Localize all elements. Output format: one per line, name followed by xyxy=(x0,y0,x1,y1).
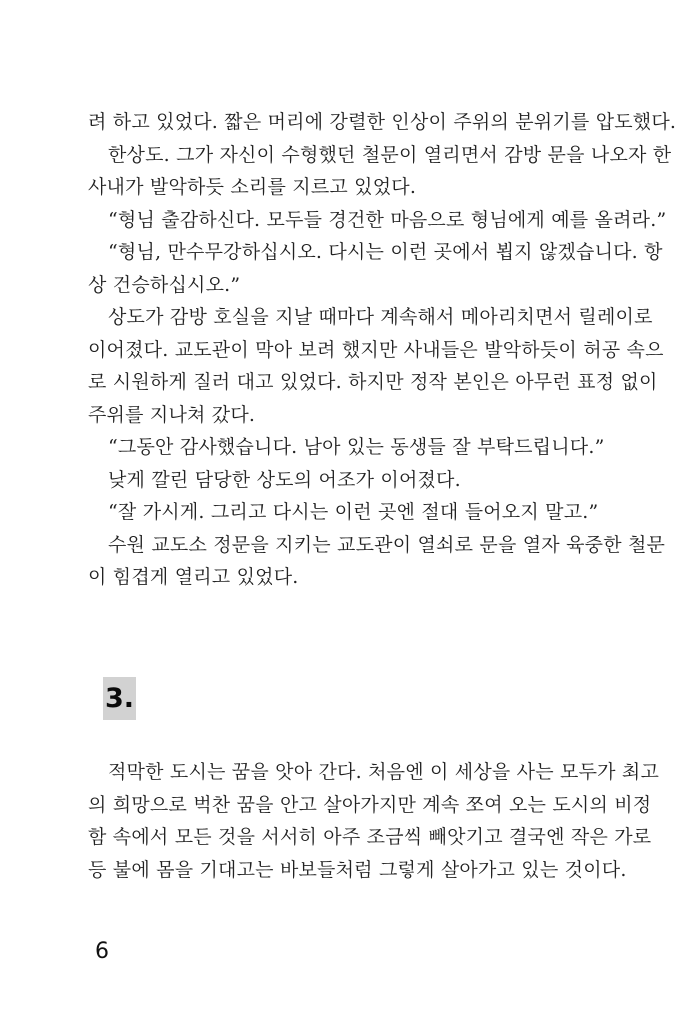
text-line: “형님 출감하신다. 모두들 경건한 마음으로 형님에게 예를 올려라.” xyxy=(108,208,667,231)
text-line: 낮게 깔린 담당한 상도의 어조가 이어졌다. xyxy=(108,468,461,491)
body-paragraph-bottom xyxy=(88,756,660,886)
text-line: 이어졌다. 교도관이 막아 보려 했지만 사내들은 발악하듯이 허공 속으 xyxy=(88,338,664,361)
text-line: 상 건승하십시오.” xyxy=(88,273,241,296)
text-line: 함 속에서 모든 것을 서서히 아주 조금씩 빼앗기고 결국엔 작은 가로 xyxy=(88,826,652,848)
text-line: 려 하고 있었다. 짧은 머리에 강렬한 인상이 주위의 분위기를 압도했다. xyxy=(88,111,677,133)
section-number-badge: 3. xyxy=(103,677,136,720)
text-line: “형님, 만수무강하십시오. 다시는 이런 곳에서 뵙지 않겠습니다. 항 xyxy=(108,241,663,263)
text-line: 상도가 감방 호실을 지날 때마다 계속해서 메아리치면서 릴레이로 xyxy=(108,306,653,328)
text-line: 로 시원하게 질러 대고 있었다. 하지만 정작 본인은 아무런 표정 없이 xyxy=(88,371,658,393)
text-line: 의 희망으로 벅찬 꿈을 안고 살아가지만 계속 쪼여 오는 도시의 비정 xyxy=(88,793,652,816)
text-line: 등 불에 몸을 기대고는 바보들처럼 그렇게 살아가고 있는 것이다. xyxy=(88,858,627,881)
text-line: “그동안 감사했습니다. 남아 있는 동생들 잘 부탁드립니다.” xyxy=(108,436,605,458)
page-number: 6 xyxy=(95,939,109,964)
text-line: 적막한 도시는 꿈을 앗아 간다. 처음엔 이 세상을 사는 모두가 최고 xyxy=(108,761,660,783)
text-line: 수원 교도소 정문을 지키는 교도관이 열쇠로 문을 열자 육중한 철문 xyxy=(108,533,666,556)
text-line: “잘 가시게. 그리고 다시는 이런 곳엔 절대 들어오지 말고.” xyxy=(108,501,599,523)
text-line: 한상도. 그가 자신이 수형했던 철문이 열리면서 감방 문을 나오자 한 xyxy=(108,143,672,166)
text-line: 이 힘겹게 열리고 있었다. xyxy=(88,566,299,588)
body-paragraphs-top xyxy=(88,106,677,594)
text-line: 주위를 지나쳐 갔다. xyxy=(88,403,256,426)
text-line: 사내가 발악하듯 소리를 지르고 있었다. xyxy=(88,176,417,198)
